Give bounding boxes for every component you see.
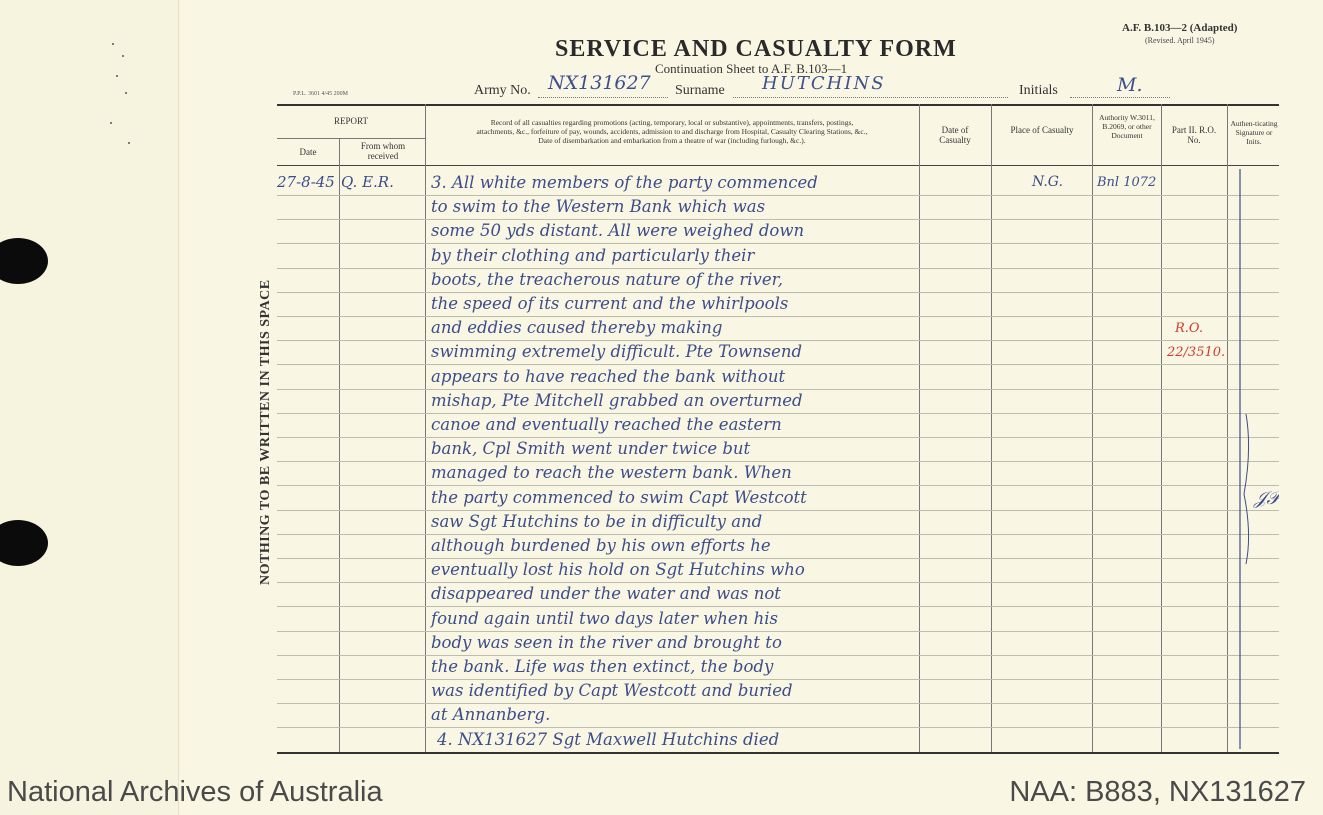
- ruled-line: [277, 606, 1279, 607]
- entry-from: Q. E.R.: [341, 173, 394, 191]
- header-part-ii: Part II. R.O. No.: [1171, 125, 1217, 145]
- punch-hole-top: [0, 238, 48, 284]
- ruled-line: [277, 413, 1279, 414]
- ruled-line: [277, 510, 1279, 511]
- print-code: P.P.L. 3601 4/45 200M: [293, 91, 349, 97]
- ruled-line: [277, 558, 1279, 559]
- entry-line: mishap, Pte Mitchell grabbed an overturned: [431, 390, 803, 410]
- entry-line: although burdened by his own efforts he: [431, 536, 771, 555]
- form-subtitle: Continuation Sheet to A.F. B.103—1: [655, 61, 848, 76]
- entry-line: some 50 yds distant. All were weighed down: [431, 221, 805, 241]
- ruled-line: [277, 389, 1279, 390]
- speck: [110, 122, 112, 124]
- speck: [128, 142, 130, 144]
- army-no-underline: [538, 97, 668, 98]
- entry-line: was identified by Capt Westcott and buried: [431, 681, 793, 701]
- ruled-line: [277, 727, 1279, 728]
- header-bottom-border: [277, 165, 1279, 166]
- casualty-table: [277, 104, 1279, 754]
- ruled-line: [277, 534, 1279, 535]
- entry-line: swimming extremely difficult. Pte Townsend: [431, 342, 803, 362]
- entry-line: body was seen in the river and brought to: [431, 632, 782, 652]
- army-no-label: Army No.: [474, 83, 531, 98]
- ruled-line: [277, 437, 1279, 438]
- entry-line: at Annanberg.: [431, 705, 551, 725]
- ruled-line: [277, 679, 1279, 680]
- speck: [125, 92, 127, 94]
- left-margin-strip: [0, 0, 179, 815]
- form-revised: (Revised. April 1945): [1145, 36, 1215, 45]
- ruled-line: [277, 243, 1279, 244]
- entry-line: to swim to the Western Bank which was: [431, 197, 766, 217]
- surname-underline: [733, 97, 1008, 98]
- army-no-value: NX131627: [548, 72, 651, 94]
- entry-line: appears to have reached the bank without: [431, 366, 786, 386]
- ruled-line: [277, 461, 1279, 462]
- entry-line: disappeared under the water and was not: [431, 584, 781, 604]
- report-divider: [277, 138, 425, 139]
- ruled-line: [277, 195, 1279, 196]
- ro-label: R.O.: [1175, 321, 1203, 336]
- header-record: Record of all casualties regarding promotions (acting, temporary, local or substantive), appointments, transfers, postings, attachments, &c., forfeiture of pay, wounds, accidents, admission to and discharge from Hospital, Casualty Clearing Stations, &c., Date of disembarkation and embarkation from a theatre of war (including furlough, &c.).: [476, 118, 868, 145]
- ruled-line: [277, 631, 1279, 632]
- ruled-line: [277, 316, 1279, 317]
- entry-line: the speed of its current and the whirlpools: [431, 294, 789, 313]
- ruled-line: [277, 219, 1279, 220]
- entry-line: bank, Cpl Smith went under twice but: [431, 439, 751, 459]
- header-authority: Authority W.3011, B.2069, or other Document: [1099, 113, 1155, 140]
- initials-value: M.: [1117, 74, 1143, 96]
- table-top-border: [277, 104, 1279, 106]
- ruled-line: [277, 703, 1279, 704]
- authentication-bracket: [1232, 164, 1279, 754]
- surname-label: Surname: [675, 83, 725, 98]
- form-title: SERVICE AND CASUALTY FORM: [555, 36, 957, 62]
- speck: [112, 43, 114, 45]
- header-from-whom: From whom received: [360, 141, 406, 161]
- ro-number: 22/3510.: [1167, 345, 1226, 360]
- entry-place: N.G.: [1032, 174, 1063, 190]
- entry-line: and eddies caused thereby making: [431, 318, 723, 338]
- header-place-of-casualty: Place of Casualty: [1010, 125, 1074, 135]
- entry-line: saw Sgt Hutchins to be in difficulty and: [431, 511, 763, 531]
- entry-line: eventually lost his hold on Sgt Hutchins who: [431, 560, 805, 580]
- table-bottom-border: [277, 752, 1279, 754]
- entry-line: managed to reach the western bank. When: [431, 463, 792, 483]
- header-date-of-casualty: Date of Casualty: [939, 125, 971, 145]
- ruled-line: [277, 582, 1279, 583]
- entry-line: the party commenced to swim Capt Westcott: [431, 487, 807, 507]
- entry-line: boots, the treacherous nature of the river,: [431, 269, 783, 289]
- header-report: REPORT: [334, 116, 368, 126]
- surname-value: HUTCHINS: [762, 73, 886, 94]
- entry-line: found again until two days later when his: [431, 608, 778, 628]
- ruled-line: [277, 364, 1279, 365]
- svg-text:𝒥𝒫: 𝒥𝒫: [1254, 488, 1279, 509]
- header-authenticating: Authen-ticating Signature or Inits.: [1230, 119, 1278, 146]
- speck: [122, 55, 124, 57]
- initials-underline: [1070, 97, 1170, 98]
- side-instruction: NOTHING TO BE WRITTEN IN THIS SPACE: [258, 279, 273, 585]
- footer-left: National Archives of Australia: [7, 776, 383, 808]
- entry-line: by their clothing and particularly their: [431, 245, 755, 265]
- entry-line: 3. All white members of the party commenced: [431, 173, 818, 192]
- ruled-line: [277, 292, 1279, 293]
- ruled-line: [277, 485, 1279, 486]
- ruled-line: [277, 340, 1279, 341]
- punch-hole-bottom: [0, 520, 48, 566]
- speck: [116, 75, 118, 77]
- entry-date: 27-8-45: [277, 173, 335, 191]
- entry-authority: Bnl 1072: [1097, 175, 1157, 190]
- ruled-line: [277, 268, 1279, 269]
- initials-label: Initials: [1019, 83, 1058, 98]
- header-date: Date: [299, 147, 317, 157]
- entry-line: 4. NX131627 Sgt Maxwell Hutchins died: [437, 729, 780, 749]
- entry-line: canoe and eventually reached the eastern: [431, 415, 782, 434]
- form-code: A.F. B.103—2 (Adapted): [1122, 22, 1238, 34]
- col-divider-date: [339, 138, 340, 752]
- entry-line: the bank. Life was then extinct, the body: [431, 657, 774, 676]
- ruled-line: [277, 655, 1279, 656]
- footer-right: NAA: B883, NX131627: [1009, 776, 1306, 808]
